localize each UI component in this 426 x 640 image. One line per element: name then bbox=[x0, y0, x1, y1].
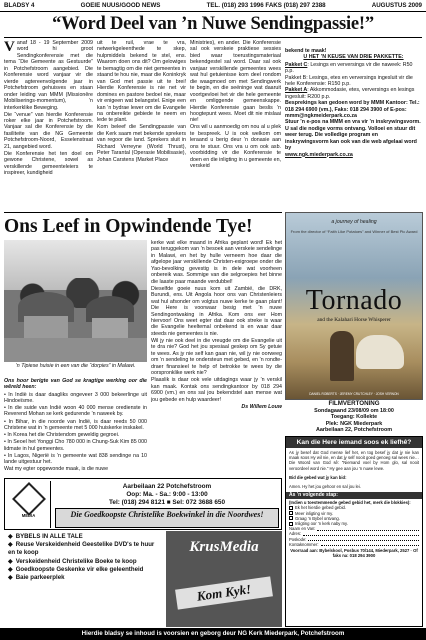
booking-contact: Besprekings kan gedoen word by MMM Kantoor: Tel.: 018 294 6900 (vm.), Faks: 018 294 3900 of E-pos: mmm@ngkmeiderpark.co.za bbox=[285, 100, 420, 120]
list-item: ◆ Baie parkeerplek bbox=[8, 574, 162, 582]
film-address: Aarbeilaan 22, Potchefstroom bbox=[315, 427, 393, 434]
coupon-field[interactable]: Adres: bbox=[286, 531, 422, 536]
coupon-field[interactable]: Naam en Van: bbox=[286, 526, 422, 531]
sponsor-footer: Hierdie bladsy se inhoud is voorsien en geborg deur NG Kerk Miederpark, Potchefstroom bbox=[0, 628, 426, 640]
issue-date: AUGUSTUS 2009 bbox=[371, 2, 422, 9]
article1-column-2 bbox=[97, 40, 186, 212]
poster-boy-figure bbox=[330, 331, 354, 381]
article2-column-2 bbox=[151, 240, 282, 476]
article2-paragraph: • In Indië is daar daagliks ongeveer 3 000 bekeerlinge uit Hindoeïsme. bbox=[4, 391, 147, 404]
coupon-heading: Kan die Here iemand soos ek liefhê? bbox=[286, 437, 422, 448]
article1-paragraph: uit te ruil, vrae te vra, netwerkgeleenthede te skep, hulpmiddels bekend te stel, ens. Waarom doen ons dit? Om gelowiges te bemagtig om die niet gemeentes in staand te hou nie, maar die Koninkryk van God met passie uit te brei! Hierdie Konferensie is nie net vir domines en pastore bedoel nie, maar vir enigeen wat belangstel. Enige een kan ’n bydrae lewer om die Evangelie na onbereikte gebiede te neem en lede te plant. bbox=[97, 40, 186, 124]
coupon-instruction: (Indien u toestemmende gebed gebid het, merk die blokkies): bbox=[289, 500, 411, 506]
cross-logo-icon bbox=[12, 482, 46, 516]
article1-paragraph: anaf 18 - 19 September 2009 word hi groot Sendingkonferensie met die tema “Die Gemeente as Gestuurde” in Potchefstroom aangebied. Die Konferensie word vanjaar vir die vierde agtereenvolgende jaar in Potchefstroom gehuisves en staan onder leiding van MMM (Missionêre Mobiliserings-momentum), ’n interkerklike Beweging. bbox=[4, 40, 93, 111]
booking-instructions: Stuur ’n e-pos na MMM en vra vir ’n inskrywingsvorm. U sal die nodige vorms ontvang. Volloei en stuur dit weer terug. Die volledige program en inskrywingsvorm kan ook van die web afgelaai word by bbox=[285, 119, 421, 152]
poster-horse-figure bbox=[356, 335, 404, 369]
list-item: ◆ Verskeidenheid Christelike Boeke te koop bbox=[8, 558, 162, 566]
poster-tagline: a journey of healing bbox=[331, 219, 377, 225]
photo-hut-wall bbox=[92, 318, 128, 338]
conference-package-box bbox=[285, 48, 422, 210]
media-logo: MEDIA bbox=[7, 481, 51, 528]
krusmedia-logo-panel bbox=[166, 531, 282, 627]
coupon-field[interactable]: Poskode: bbox=[286, 537, 422, 542]
infobox-heading: U HET ’N KEUSE VAN DRIE PAKKETTE: bbox=[303, 54, 404, 61]
coupon-field[interactable]: Kontaknommer: bbox=[286, 542, 422, 547]
article1-paragraph: Kom beleef die Sendingpassie van die Kerk saam met bekende sprekers van regoor die land. Sprekers sluit in Richard Verreyne (World Thrust), Peter Tarantal (Operasie Mobilisasie), Johan Carstens (Market Place bbox=[97, 124, 186, 163]
section-rule bbox=[4, 212, 282, 213]
list-item: ◆ Reuse Verskeidenheid Geestelike DVD's te huur en te koop bbox=[8, 541, 162, 557]
store-address: Aarbeilaan 22 Potchefstroom bbox=[122, 483, 212, 490]
checkbox[interactable] bbox=[289, 506, 293, 510]
coupon-prayer-label: Bid die gebed wat jy kan bid: bbox=[289, 474, 347, 480]
response-coupon bbox=[285, 436, 423, 627]
article2-paragraph: • In Lagos, Nigerië is ’n gemeente wat 838 sendinge na 10 lande uitgestuur het. bbox=[4, 452, 147, 465]
main-headline: “Word Deel van ’n Nuwe Sendingpassie!” bbox=[52, 14, 374, 34]
infobox-lead: bekend te maak! bbox=[285, 48, 327, 54]
headline-rule bbox=[4, 37, 422, 38]
list-item: ◆ BYBELS IN ALLE TALE bbox=[8, 533, 162, 541]
store-hours: Oop: Ma. - Sa.: 9:00 - 13:00 bbox=[126, 490, 208, 498]
krusmedia-slogan: Kom Kyk! bbox=[175, 576, 273, 609]
article2-paragraph: Plaaslik is daar ook vele uitdagings waar jy ’n verskil kan maak. Kontak ons sendingkantoor by 018 294 6900 (vm.) en ons sal jou bekendstel aan mense wat jou gebede en hulp waardeer! bbox=[151, 377, 282, 403]
page-header-bar bbox=[0, 0, 426, 12]
coupon-next-step-heading: As ’n volgende stap: bbox=[286, 492, 422, 499]
coupon-option[interactable]: Inligting oor ’n kerk naby my. bbox=[286, 521, 422, 526]
article2-paragraph: Dieselfde goeie nuus kom uit Zambië, die DRK, Burundi, ens. Uit Angola hoor ons van Christenleiers wat hul afsonder om volgtus nuwe kerke te gaan plant! Die Here is voorwaar besig met ’n nuwe Sendingontwaking in Afrika. Kom ons eer Hom hiervoor! Ons weet egter dat daar ook streke is waar die Evangelie heeltemal onbekend is en waar daar steeds nie gemeentes is nie. bbox=[151, 285, 282, 337]
article2-paragraph: • In die suide van Indië woon 40 000 mense oredienste in Reverend Mohan se kerk gedurende ’n naweek by. bbox=[4, 405, 147, 418]
store-details bbox=[55, 483, 279, 506]
coupon-option[interactable]: Meer inligting vir my. bbox=[286, 511, 422, 516]
article2-paragraph: Ons hoor berigte van God se kragtige werking oor die wêreld heen: bbox=[4, 378, 147, 391]
film-venue: Plek: NGK Miederpark bbox=[325, 420, 383, 427]
poster-credits: DANIEL ROBERTS · JEREMY CRUTCHLEY · JOSH VERNON bbox=[309, 392, 399, 396]
package-a: Pakket A: Akkommodasie, etes, verversings en lesings ingesluit: R200 p.p. bbox=[285, 87, 415, 100]
coupon-option[interactable]: Ek het hierdie gebed gebid. bbox=[286, 505, 422, 510]
article2-paragraph: kerke wat elke maand in Afrika geplant word! Ek het pas teruggekom van ’n besoek aan verskeie sendelinge in Malawi, en het by hulle verneem hoe daar die afgelope jaar verskillende Christen-exigroepe onder die Yao-bevolking gevestig is in dele wat voorheen onbereik was. Sommige van die selgroepies het binne die laaste paar maande verdubbel! bbox=[151, 240, 282, 285]
photo-ground bbox=[4, 338, 147, 362]
list-item: ◆ Goedkoopste Geskenke vir elke geleentheid bbox=[8, 566, 162, 574]
article1-column-1 bbox=[4, 40, 93, 212]
poster-subtitle: and the Kalahari Horse Whisperer bbox=[317, 317, 391, 323]
article1-paragraph: Die Konferensie het ten doel om gewone Christene, sowel as verskillende gemeenteleiers te inspireer, kundigheid bbox=[4, 150, 93, 177]
coupon-body: As jy besef dat God mense lief het, en tog besef jy dat jy nie kan maak soos Hy wil nie, en dat jy self nooit goed genoeg sal wees nie… Die Woord van God sê: “Niemand voel by Hom glo, sal nooit veroordeel word nie.” Hy gee aan jou ’n nuwe lewe. bbox=[289, 450, 419, 471]
coupon-option[interactable]: Graag ’n Bybel ontvang. bbox=[286, 516, 422, 521]
tornado-film-poster bbox=[285, 212, 423, 400]
poster-festival-note: From the director of “Faith Like Potatoes” and Winner of Best Pic Award bbox=[290, 229, 418, 234]
coupon-signoff: Amen. Hy het jou gehoor en sal jou lei. bbox=[289, 484, 361, 490]
store-phone: Tel: (018) 294 8121 ■ Sel: 072 3688 650 bbox=[108, 498, 225, 506]
website-link[interactable]: www.ngk.miederpark.co.za bbox=[285, 151, 353, 158]
article2-headline: Ons Leef in Opwindende Tye! bbox=[4, 216, 253, 237]
poster-title: Tornado bbox=[305, 285, 403, 316]
newspaper-name: GOEIE NUUS/GOOD NEWS bbox=[80, 2, 161, 9]
krusmedia-name: KrusMedia bbox=[189, 539, 259, 555]
photo-caption: ’n Tipiese huisie in een van die “dorpies” in Malawi. bbox=[15, 363, 136, 369]
photo-hut-wall bbox=[24, 316, 68, 338]
article1-paragraph: Ons wil u aanmoedig om nou al u plek te bespreek. U is ook welkom om leraand u berig deur ’n donasie aan ons te stuur. Ons vra u om ook asb. voorbidding vir die Konferensie te doen en die inligting in u gemeente en, verskeid bbox=[190, 124, 281, 170]
malawi-hut-photo bbox=[4, 240, 147, 362]
article1-paragraph: Die “venue” van hierdie Konferensie roker elke jaar in Potchefstroom. Vanjaar sal die Konferensie by die fasiliteite van die NG Gemeente Potchefstroom-Noord, Esselenstraat 21, aangebied word. bbox=[4, 111, 93, 150]
checkbox[interactable] bbox=[289, 511, 293, 515]
package-c: Pakket C: Lesings en verversings vir die naweek: R50 p.p. bbox=[285, 61, 413, 75]
coupon-return-address: Voorraad aan: Bybelskool, Posbus 70/144, Miederpark, 2527 · Of faks na: 018 294 3900 bbox=[290, 548, 418, 559]
article2-paragraph: • In Bihar, in die noorde van Indië, is daar reeds 50 000 Christene wat in ’n gemeente met 5 000 huiskerke inskakel. bbox=[4, 418, 147, 431]
article2-paragraph: • In Seoel het Yonggi Cho 780 000 in Chung-Suk Kim 85 000 lidmate in hul gemeentes. bbox=[4, 439, 147, 452]
article1-paragraph: Ministries), en ander. Die Konferensie sal ook verskeie praktiese sessies bied waar toerustingsmateriaal bekendgestel sal word. Daar sal ook vanjaar verskillende gemeentes wees wat hul getuienisse kom deel rondom die waagmoed om met Sendingwerk te begin, en die seëninge wat daaruit voortgevloei het vir die hele gemeente en omliggende gemeenskappe. Hierdie Konferensie gaan beslis ’n hoogtepunt wees. Moet dit nie mislaai nie! bbox=[190, 40, 281, 124]
article2-column-1 bbox=[4, 378, 147, 476]
store-offer-list bbox=[4, 531, 164, 627]
drop-cap: V bbox=[4, 40, 15, 55]
film-title: FILMVERTONING bbox=[328, 400, 380, 407]
film-date: Sondagaand 23/08/09 om 18:00 bbox=[314, 407, 394, 414]
checkbox[interactable] bbox=[289, 516, 293, 520]
article2-paragraph: Wat my egter opgewonde maak, is die nuwe bbox=[4, 466, 109, 473]
film-entry: Toegang: Kollekte bbox=[330, 414, 378, 421]
store-slogan: Die Goedkoopste Christelike Boekwinkel in die Noordwes! bbox=[55, 508, 279, 528]
package-b: Pakket B: Lesings, etes en verversings ingesluit vir die hele Konferensie: R150 p.p. bbox=[285, 74, 413, 88]
page-number: BLADSY 4 bbox=[4, 2, 35, 9]
article2-author: Ds Willem Louw bbox=[241, 403, 282, 410]
article2-paragraph: • In Korea het die Christendom geweldig gegroei. bbox=[4, 432, 120, 438]
newspaper-contact: TEL. (018) 293 1996 FAKS (018) 297 2388 bbox=[206, 2, 326, 9]
article2-paragraph: Wil jy nie ook deel in die vreugde om die Evangelie uit te dra nie? God het jou spesiaal geskep om Sy getuie te wees. As jy nie self kan gaan nie, wil jy nie oorweeg om ’n sendeling te ondersteun met gebed, en ’n rondte-draer finansieel te help of betrokke te wees by die oorspronklike werk nie? bbox=[151, 337, 282, 377]
article1-column-3 bbox=[190, 40, 281, 212]
film-screening-box bbox=[285, 401, 423, 434]
krusmedia-advert bbox=[4, 478, 282, 530]
checkbox[interactable] bbox=[289, 522, 293, 526]
